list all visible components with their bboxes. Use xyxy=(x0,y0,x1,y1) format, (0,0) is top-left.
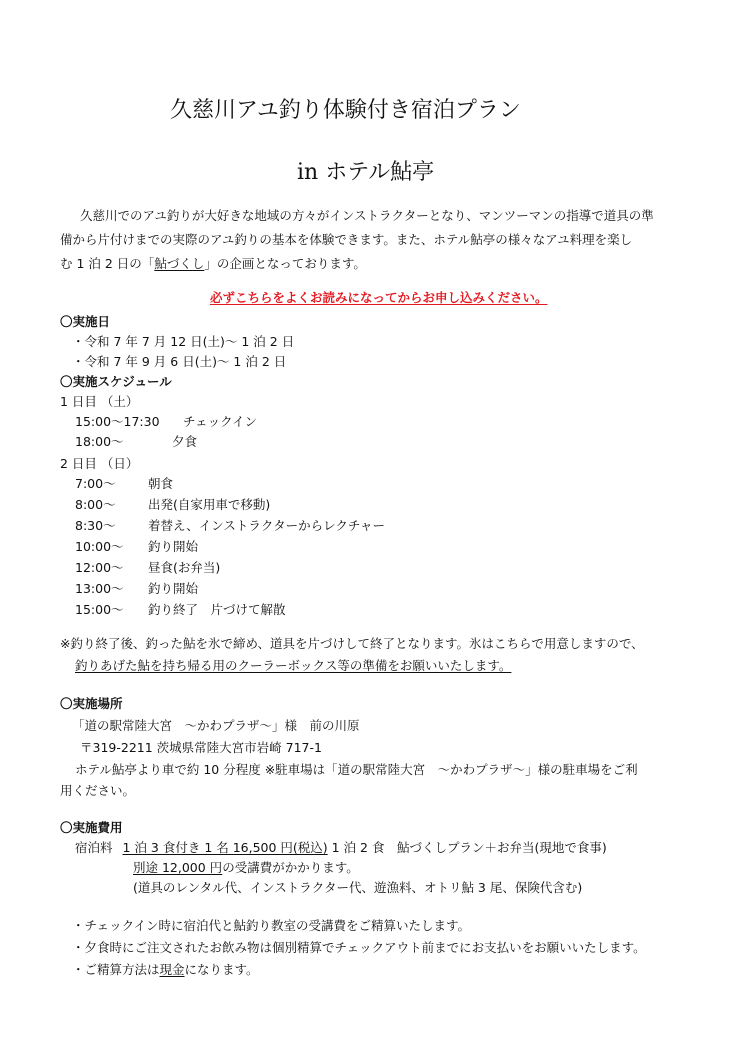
schedule-activity: チェックイン xyxy=(183,414,258,429)
intro-line-3: む 1 泊 2 日の「鮎づくし」の企画となっております。 xyxy=(60,256,366,271)
schedule-time: 13:00～ xyxy=(75,581,124,596)
info-bullet: ・夕食時にご注文されたお飲み物は個別精算でチェックアウト前までにお支払いをお願いいたします。 xyxy=(72,940,646,955)
schedule-activity: 夕食 xyxy=(172,434,198,449)
date-item: ・令和 7 年 9 月 6 日(土)～ 1 泊 2 日 xyxy=(72,354,287,369)
venue-address: 〒319-2211 茨城県常陸大宮市岩崎 717-1 xyxy=(80,740,322,755)
date-item: ・令和 7 年 7 月 12 日(土)～ 1 泊 2 日 xyxy=(72,334,295,349)
fee-extra: 別途 12,000 円の受講費がかかります。 xyxy=(133,860,359,875)
schedule-time: 7:00～ xyxy=(75,476,116,491)
schedule-time: 15:00～17:30 xyxy=(75,414,160,429)
dates-heading: 〇実施日 xyxy=(60,314,111,329)
kaiseki-emphasis: 鮎づくし xyxy=(154,256,205,271)
schedule-activity: 昼食(お弁当) xyxy=(148,560,221,575)
info-bullet: ・ご精算方法は現金になります。 xyxy=(72,962,259,977)
intro-line-1: 久慈川でのアユ釣りが大好きな地域の方々がインストラクターとなり、マンツーマンの指導で道具の準 xyxy=(80,208,654,223)
schedule-activity: 朝食 xyxy=(148,476,174,491)
fee-label: 宿泊料 xyxy=(75,840,113,855)
payment-method: 現金 xyxy=(159,962,185,977)
schedule-time: 12:00～ xyxy=(75,560,124,575)
schedule-activity: 出発(自家用車で移動) xyxy=(148,497,271,512)
page-title: 久慈川アユ釣り体験付き宿泊プラン xyxy=(170,98,521,123)
fees-heading: 〇実施費用 xyxy=(60,820,123,835)
fee-price: 1 泊 3 食付き 1 名 16,500 円(税込) xyxy=(122,840,328,855)
schedule-time: 15:00～ xyxy=(75,602,124,617)
schedule-heading: 〇実施スケジュール xyxy=(60,374,172,389)
schedule-time: 8:30～ xyxy=(75,518,116,533)
note-line-1: ※釣り終了後、釣った鮎を氷で締め、道具を片づけして終了となります。氷はこちらで用意しますので、 xyxy=(60,636,644,651)
page-subtitle: in ホテル鮎亭 xyxy=(297,160,435,185)
schedule-time: 18:00～ xyxy=(75,434,124,449)
schedule-activity: 釣り終了 片づけて解散 xyxy=(148,602,286,617)
notice-text: 必ずこちらをよくお読みになってからお申し込みください。 xyxy=(210,290,548,305)
fee-extra-amount: 別途 12,000 円 xyxy=(133,860,223,875)
fee-includes: (道具のレンタル代、インストラクター代、遊漁料、オトリ鮎 3 尾、保険代含む) xyxy=(133,880,583,895)
venue-heading: 〇実施場所 xyxy=(60,696,123,711)
venue-access-line-2: 用ください。 xyxy=(60,783,136,798)
day2-label: 2 日目 （日） xyxy=(60,456,139,471)
fee-line: 宿泊料 1 泊 3 食付き 1 名 16,500 円(税込) 1 泊 2 食 鮎づくしプラン＋お弁当(現地で食事) xyxy=(75,840,607,855)
schedule-activity: 釣り開始 xyxy=(148,539,199,554)
venue-access-line-1: ホテル鮎亭より車で約 10 分程度 ※駐車場は「道の駅常陸大宮 ～かわプラザ～」様の駐車場をご利 xyxy=(75,762,638,777)
intro-line-2: 備から片付けまでの実際のアユ釣りの基本を体験できます。また、ホテル鮎亭の様々なアユ料理を楽し xyxy=(60,232,633,247)
note-line-2: 釣りあげた鮎を持ち帰る用のクーラーボックス等の準備をお願いいたします。 xyxy=(75,658,512,673)
venue-name: 「道の駅常陸大宮 ～かわプラザ～」様 前の川原 xyxy=(72,718,360,733)
day1-label: 1 日目 （土） xyxy=(60,394,139,409)
schedule-time: 10:00～ xyxy=(75,539,124,554)
info-bullet: ・チェックイン時に宿泊代と鮎釣り教室の受講費をご精算いたします。 xyxy=(72,918,471,933)
schedule-activity: 着替え、インストラクターからレクチャー xyxy=(148,518,386,533)
schedule-time: 8:00～ xyxy=(75,497,116,512)
schedule-activity: 釣り開始 xyxy=(148,581,199,596)
